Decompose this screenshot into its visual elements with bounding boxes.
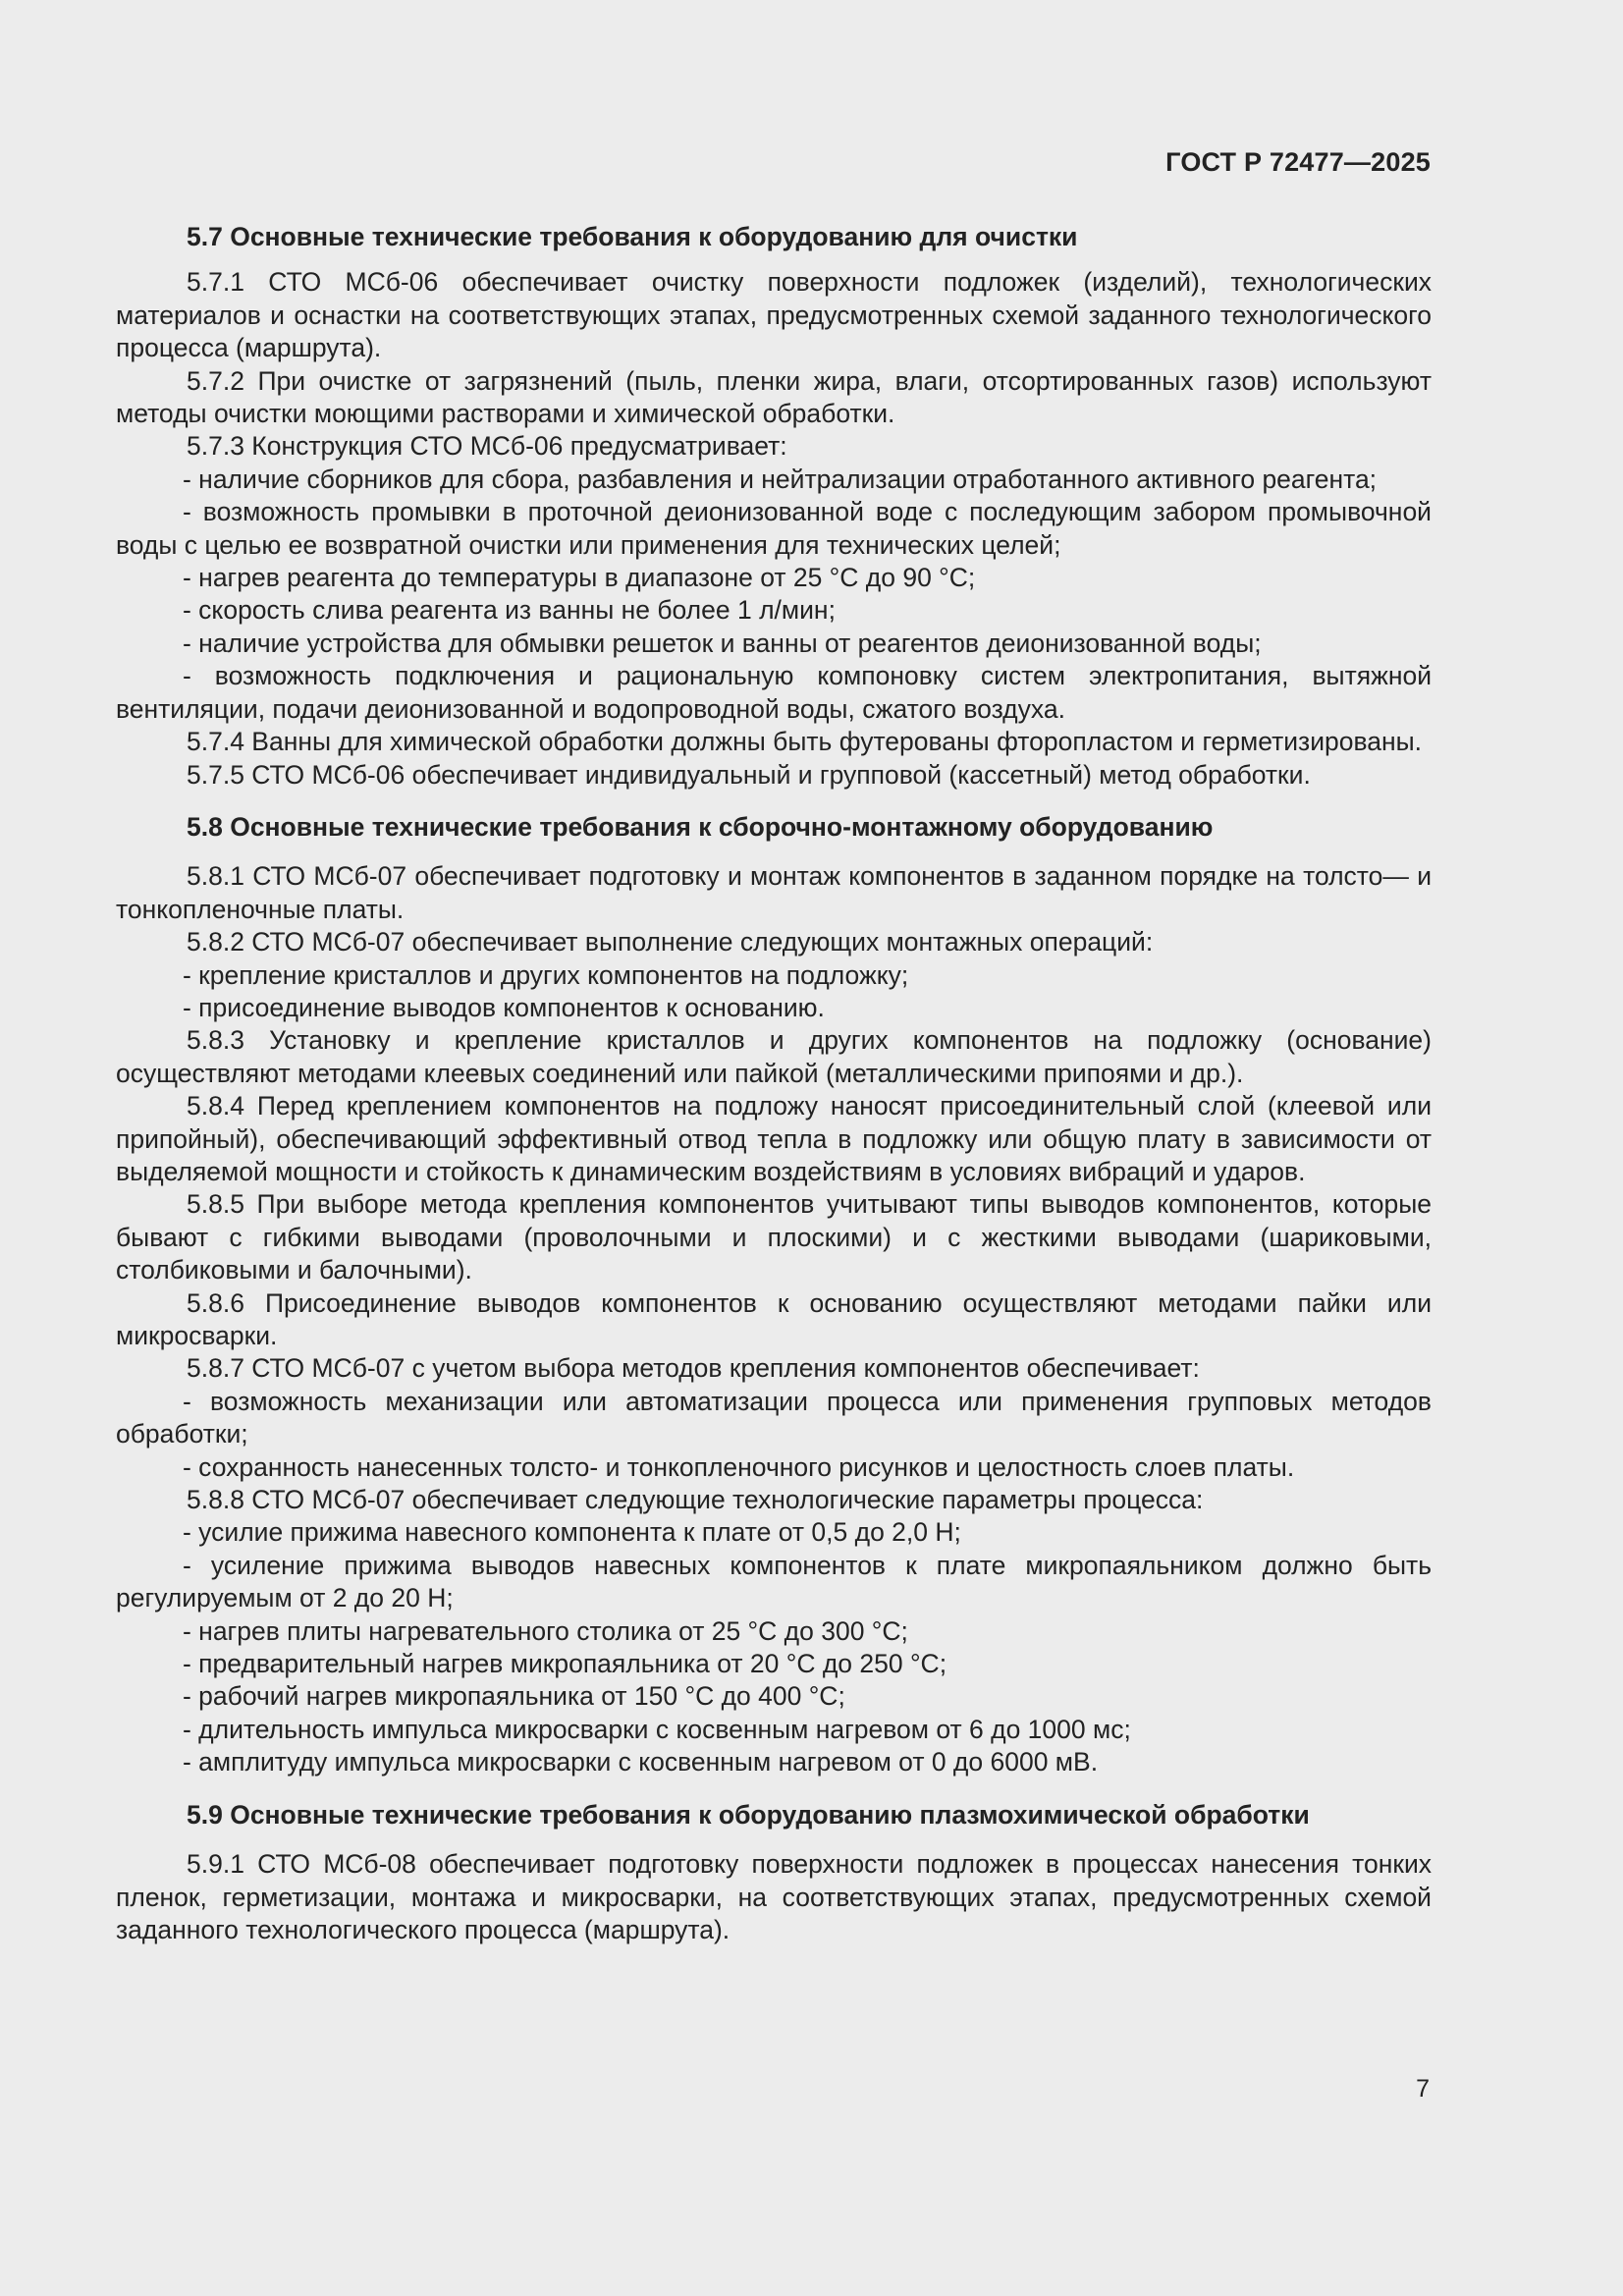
paragraph: 5.8.4 Перед креплением компонентов на подложу наносят присоединительный слой (клеевой или припойный), обеспечивающий эффективный отвод тепла в подложку или общую плату в зависимости от выделяемой мощности и стойкость к динамическим воздействиям в условиях вибраций и ударов. [116, 1091, 1432, 1186]
paragraph: 5.7.4 Ванны для химической обработки должны быть футерованы фторопластом и герметизированы. [187, 727, 1423, 757]
paragraph: 5.7.3 Конструкция СТО МСб-06 предусматривает: [187, 431, 787, 462]
paragraph: 5.8.7 СТО МСб-07 с учетом выбора методов крепления компонентов обеспечивает: [187, 1353, 1200, 1384]
list-item: - нагрев реагента до температуры в диапазоне от 25 °С до 90 °С; [183, 563, 976, 593]
section-heading: 5.8 Основные технические требования к сборочно-монтажному оборудованию [187, 811, 1214, 842]
section-heading: 5.7 Основные технические требования к оборудованию для очистки [187, 222, 1078, 251]
section-heading: 5.9 Основные технические требования к оборудованию плазмохимической обработки [187, 1799, 1310, 1830]
list-item: - предварительный нагрев микропаяльника от 20 °С до 250 °С; [183, 1649, 947, 1679]
list-item: - наличие сборников для сбора, разбавления и нейтрализации отработанного активного реагента; [183, 464, 1378, 494]
paragraph: 5.8.5 При выборе метода крепления компонентов учитывают типы выводов компонентов, которые бывают с гибкими выводами (проволочными и плоскими) и с жесткими выводами (шариковыми, столбиковыми и балочными). [116, 1189, 1432, 1285]
paragraph: 5.8.1 СТО МСб-07 обеспечивает подготовку и монтаж компонентов в заданном порядке на толсто— и тонкопленочные платы. [116, 861, 1432, 924]
list-item: - нагрев плиты нагревательного столика от 25 °С до 300 °С; [183, 1615, 908, 1646]
list-item: - рабочий нагрев микропаяльника от 150 °С до 400 °С; [183, 1681, 845, 1712]
list-item: - возможность механизации или автоматизации процесса или применения групповых методов обработки; [116, 1386, 1432, 1449]
paragraph: 5.7.2 При очистке от загрязнений (пыль, пленки жира, влаги, отсортированных газов) используют методы очистки моющими растворами и химической обработки. [116, 365, 1432, 429]
page-content [116, 221, 1432, 1946]
list-item: - скорость слива реагента из ванны не более 1 л/мин; [183, 595, 836, 626]
paragraph: 5.8.3 Установку и крепление кристаллов и других компонентов на подложку (основание) осуществляют методами клеевых соединений или пайкой (металлическими припоями и др.). [116, 1025, 1432, 1088]
list-item: - наличие устройства для обмывки решеток и ванны от реагентов деионизованной воды; [183, 628, 1262, 658]
page-number: 7 [1416, 2075, 1430, 2103]
paragraph: 5.7.5 СТО МСб-06 обеспечивает индивидуальный и групповой (кассетный) метод обработки. [187, 759, 1311, 790]
paragraph: 5.8.6 Присоединение выводов компонентов к основанию осуществляют методами пайки или микросварки. [116, 1287, 1432, 1350]
paragraph: 5.9.1 СТО МСб-08 обеспечивает подготовку поверхности подложек в процессах нанесения тонких пленок, герметизации, монтажа и микросварки, на соответствующих этапах, предусмотренных схемой заданного технологического процесса (маршрута). [116, 1849, 1432, 1944]
list-item: - усилие прижима навесного компонента к плате от 0,5 до 2,0 Н; [183, 1517, 961, 1548]
document-code: ГОСТ Р 72477—2025 [1165, 147, 1431, 177]
paragraph: 5.7.1 СТО МСб-06 обеспечивает очистку поверхности подложек (изделий), технологических материалов и оснастки на соответствующих этапах, предусмотренных схемой заданного технологического процесса (маршрута). [116, 267, 1432, 363]
paragraph: 5.8.8 СТО МСб-07 обеспечивает следующие технологические параметры процесса: [187, 1485, 1204, 1515]
list-item: - усиление прижима выводов навесных компонентов к плате микропаяльником должно быть регулируемым от 2 до 20 Н; [116, 1550, 1432, 1613]
list-item: - крепление кристаллов и других компонентов на подложку; [183, 959, 909, 990]
list-item: - амплитуду импульса микросварки с косвенным нагревом от 0 до 6000 мВ. [183, 1747, 1099, 1777]
list-item: - возможность промывки в проточной деионизованной воде с последующим забором промывочной воды с целью ее возвратной очистки или применения для технических целей; [116, 497, 1432, 560]
list-item: - присоединение выводов компонентов к основанию. [183, 992, 825, 1022]
paragraph: 5.8.2 СТО МСб-07 обеспечивает выполнение следующих монтажных операций: [187, 927, 1154, 957]
list-item: - возможность подключения и рациональную компоновку систем электропитания, вытяжной вентиляции, подачи деионизованной и водопроводной воды, сжатого воздуха. [116, 661, 1432, 724]
list-item: - сохранность нанесенных толсто- и тонкопленочного рисунков и целостность слоев платы. [183, 1451, 1295, 1482]
list-item: - длительность импульса микросварки с косвенным нагревом от 6 до 1000 мс; [183, 1714, 1131, 1744]
